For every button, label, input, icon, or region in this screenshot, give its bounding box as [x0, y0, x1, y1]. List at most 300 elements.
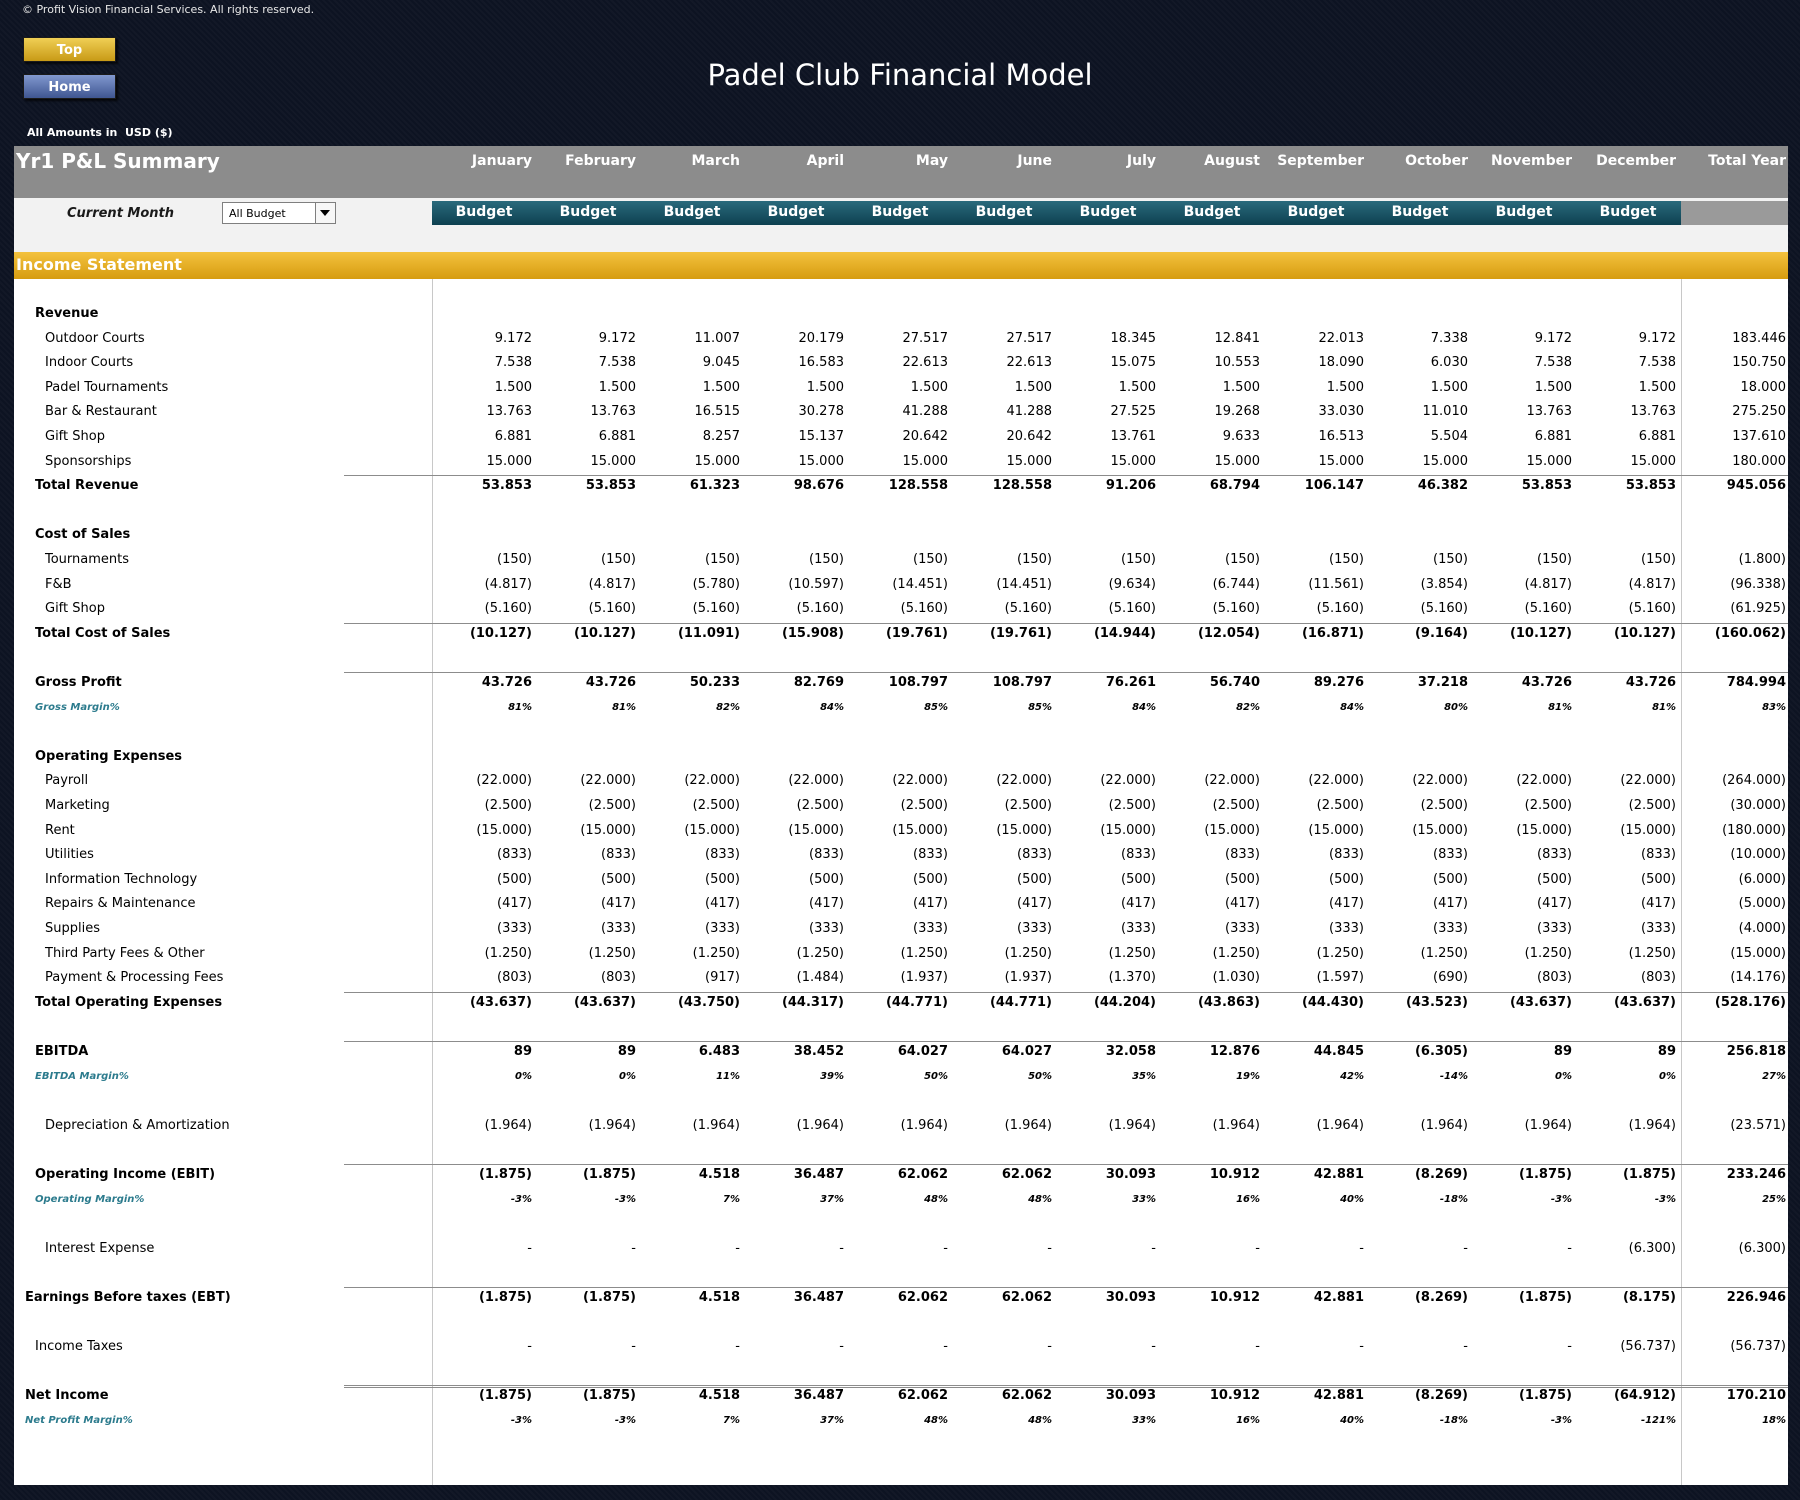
value-cell: (803)	[497, 970, 532, 986]
value-cell: 7.538	[598, 355, 636, 371]
value-cell: 0%	[515, 1070, 532, 1082]
value-cell: 15.075	[1110, 355, 1156, 371]
value-cell: (1.875)	[478, 1290, 532, 1305]
value-cell: (417)	[1433, 896, 1468, 912]
value-cell: 10.912	[1209, 1388, 1260, 1404]
value-cell: 7%	[723, 1193, 740, 1205]
value-cell: (417)	[1641, 896, 1676, 912]
value-cell: 15.000	[486, 453, 532, 469]
value-cell: 13.763	[486, 404, 532, 420]
value-cell: 13.763	[590, 404, 636, 420]
value-cell: (833)	[601, 847, 636, 863]
value-cell: (15.000)	[1412, 822, 1468, 838]
value-cell: (15.000)	[1620, 822, 1676, 838]
month-header: January	[471, 153, 532, 169]
value-cell: (5.160)	[796, 601, 844, 617]
value-cell: (264.000)	[1722, 773, 1786, 789]
value-cell: 128.558	[888, 478, 948, 494]
value-cell: (22.000)	[1100, 773, 1156, 789]
value-cell: 89	[617, 1044, 636, 1059]
value-cell: (2.500)	[796, 798, 844, 813]
value-cell: (333)	[1641, 921, 1676, 936]
value-cell: 15.137	[798, 429, 844, 444]
value-cell: 6.881	[598, 429, 636, 444]
value-cell: (22.000)	[892, 773, 948, 789]
value-cell: (833)	[1537, 847, 1572, 863]
value-cell: (5.160)	[1524, 601, 1572, 617]
value-cell: (6.300)	[1628, 1240, 1676, 1256]
value-cell: 0%	[1555, 1070, 1572, 1082]
row-label: Repairs & Maintenance	[45, 896, 196, 912]
value-cell: 1.500	[1222, 379, 1260, 395]
value-cell: (6.000)	[1738, 871, 1786, 887]
value-cell: 84%	[820, 701, 844, 713]
value-cell: 30.093	[1105, 1290, 1156, 1305]
row-label: Information Technology	[45, 871, 198, 887]
value-cell: (803)	[1641, 970, 1676, 986]
value-cell: 36.487	[793, 1388, 844, 1404]
value-cell: -	[527, 1339, 532, 1355]
value-cell: (150)	[1433, 552, 1468, 567]
value-cell: 62.062	[1001, 1290, 1052, 1305]
row-label: Cost of Sales	[35, 527, 131, 543]
value-cell: 7.538	[494, 355, 532, 371]
value-cell: 85%	[924, 701, 948, 713]
value-cell: -	[1255, 1339, 1260, 1355]
value-cell: (22.000)	[1308, 773, 1364, 789]
section-title: Income Statement	[16, 255, 182, 274]
value-cell: (2.500)	[484, 798, 532, 813]
value-cell: 16.515	[694, 404, 740, 420]
value-cell: (333)	[1225, 921, 1260, 936]
row-label: Net Income	[25, 1388, 109, 1404]
value-cell: 9.172	[598, 330, 636, 346]
value-cell: 41.288	[902, 404, 948, 420]
row-rule	[344, 475, 1788, 476]
value-cell: 62.062	[1001, 1388, 1052, 1404]
value-cell: -	[1255, 1240, 1260, 1256]
value-cell: 27%	[1762, 1070, 1786, 1082]
row-label: Rent	[45, 822, 75, 838]
value-cell: 56.740	[1209, 675, 1260, 690]
value-cell: (11.091)	[677, 625, 740, 641]
value-cell: (150)	[601, 552, 636, 567]
value-cell: 16%	[1236, 1193, 1260, 1205]
value-cell: 945.056	[1726, 478, 1786, 494]
value-cell: 106.147	[1304, 478, 1364, 494]
value-cell: 30.093	[1105, 1167, 1156, 1182]
value-cell: (22.000)	[1412, 773, 1468, 789]
value-cell: (6.305)	[1414, 1044, 1468, 1059]
value-cell: -	[631, 1240, 636, 1256]
value-cell: 33%	[1132, 1415, 1156, 1426]
value-cell: 89.276	[1313, 675, 1364, 690]
value-cell: (1.875)	[582, 1290, 636, 1305]
value-cell: 44.845	[1313, 1044, 1364, 1059]
value-cell: (417)	[1225, 896, 1260, 912]
value-cell: 81%	[508, 701, 532, 713]
row-label: Revenue	[35, 306, 99, 321]
value-cell: (833)	[1433, 847, 1468, 863]
value-cell: 30.278	[798, 404, 844, 420]
value-cell: 5.504	[1430, 429, 1468, 444]
value-cell: (333)	[601, 921, 636, 936]
value-cell: (22.000)	[684, 773, 740, 789]
row-label: F&B	[45, 576, 72, 592]
value-cell: 9.172	[1534, 330, 1572, 346]
value-cell: (500)	[497, 871, 532, 887]
value-cell: (5.160)	[484, 601, 532, 617]
value-cell: 84%	[1132, 701, 1156, 713]
scenario-label: Budget	[975, 204, 1033, 220]
value-cell: 6.483	[698, 1044, 740, 1059]
copyright-notice: © Profit Vision Financial Services. All rights reserved.	[22, 3, 315, 16]
value-cell: -3%	[510, 1193, 532, 1205]
value-cell: 13.763	[1630, 404, 1676, 420]
scenario-label: Budget	[1391, 204, 1449, 220]
value-cell: -	[1359, 1339, 1364, 1355]
value-cell: 15.000	[798, 453, 844, 469]
value-cell: (9.634)	[1108, 576, 1156, 592]
value-cell: 108.797	[992, 675, 1052, 690]
current-month-select[interactable]	[222, 202, 336, 224]
value-cell: 50%	[1028, 1070, 1052, 1082]
value-cell: (833)	[1329, 847, 1364, 863]
row-label: Supplies	[45, 921, 100, 936]
value-cell: (1.964)	[1004, 1117, 1052, 1133]
value-cell: (43.750)	[677, 994, 740, 1010]
value-cell: 62.062	[897, 1167, 948, 1182]
value-cell: (1.250)	[1420, 945, 1468, 961]
value-cell: (1.964)	[1316, 1117, 1364, 1133]
value-cell: (15.000)	[788, 822, 844, 838]
value-cell: 1.500	[598, 379, 636, 395]
value-cell: (1.964)	[1212, 1117, 1260, 1133]
value-cell: -121%	[1640, 1415, 1676, 1426]
value-cell: 85%	[1028, 701, 1052, 713]
row-label: Padel Tournaments	[45, 379, 169, 395]
value-cell: (43.863)	[1197, 994, 1260, 1010]
month-header: April	[806, 153, 844, 169]
value-cell: (1.250)	[1628, 945, 1676, 961]
value-cell: (150)	[1641, 552, 1676, 567]
row-label: Payroll	[45, 773, 89, 789]
value-cell: (150)	[705, 552, 740, 567]
value-cell: (1.964)	[692, 1117, 740, 1133]
value-cell: (917)	[705, 970, 740, 986]
value-cell: -3%	[1550, 1193, 1572, 1205]
current-month-value: All Budget	[229, 207, 286, 220]
value-cell: -	[527, 1240, 532, 1256]
value-cell: 15.000	[1422, 453, 1468, 469]
value-cell: 41.288	[1006, 404, 1052, 420]
value-cell: 61.323	[689, 478, 740, 494]
scenario-label: Budget	[455, 204, 513, 220]
value-cell: 137.610	[1732, 429, 1786, 444]
scenario-label: Budget	[663, 204, 721, 220]
value-cell: 42.881	[1313, 1290, 1364, 1305]
value-cell: (14.944)	[1093, 625, 1156, 641]
top-button[interactable]: Top	[23, 37, 116, 62]
value-cell: -	[943, 1240, 948, 1256]
value-cell: (4.817)	[484, 576, 532, 592]
value-cell: 180.000	[1732, 453, 1786, 469]
value-cell: 76.261	[1105, 675, 1156, 690]
value-cell: (1.937)	[900, 970, 948, 986]
row-label: Indoor Courts	[45, 355, 134, 371]
value-cell: (417)	[705, 896, 740, 912]
value-cell: 36.487	[793, 1167, 844, 1182]
value-cell: 62.062	[1001, 1167, 1052, 1182]
value-cell: (150)	[1121, 552, 1156, 567]
value-cell: (5.160)	[1108, 601, 1156, 617]
value-cell: (10.127)	[1509, 625, 1572, 641]
value-cell: (11.561)	[1308, 576, 1364, 592]
value-cell: 80%	[1444, 701, 1468, 713]
value-cell: (1.875)	[1518, 1388, 1572, 1404]
row-label: Interest Expense	[45, 1240, 155, 1256]
value-cell: 8.257	[702, 429, 740, 444]
value-cell: (180.000)	[1722, 822, 1786, 838]
value-cell: (333)	[1537, 921, 1572, 936]
value-cell: 27.517	[1006, 330, 1052, 346]
value-cell: (43.523)	[1405, 994, 1468, 1010]
value-cell: (15.000)	[1730, 945, 1786, 961]
value-cell: 62.062	[897, 1290, 948, 1305]
value-cell: (30.000)	[1730, 798, 1786, 813]
value-cell: 1.500	[806, 379, 844, 395]
value-cell: (2.500)	[588, 798, 636, 813]
value-cell: 7.538	[1638, 355, 1676, 371]
value-cell: 1.500	[702, 379, 740, 395]
row-label: Operating Margin%	[35, 1193, 145, 1205]
value-cell: (417)	[1017, 896, 1052, 912]
value-cell: 18%	[1762, 1415, 1786, 1426]
value-cell: (333)	[913, 921, 948, 936]
value-cell: 48%	[924, 1193, 948, 1205]
row-rule	[344, 1287, 1788, 1288]
row-rule	[344, 1041, 1788, 1042]
value-cell: (833)	[1121, 847, 1156, 863]
value-cell: 48%	[1028, 1193, 1052, 1205]
value-cell: (417)	[809, 896, 844, 912]
value-cell: (500)	[809, 871, 844, 887]
value-cell: (1.250)	[588, 945, 636, 961]
row-label: EBITDA Margin%	[35, 1070, 129, 1082]
value-cell: (803)	[1537, 970, 1572, 986]
value-cell: 1.500	[1326, 379, 1364, 395]
value-cell: 275.250	[1732, 404, 1786, 420]
row-label: Bar & Restaurant	[45, 404, 157, 420]
value-cell: (500)	[1225, 871, 1260, 887]
value-cell: 39%	[820, 1070, 844, 1082]
value-cell: (333)	[1433, 921, 1468, 936]
value-cell: (2.500)	[1628, 798, 1676, 813]
value-cell: (417)	[1537, 896, 1572, 912]
value-cell: (5.160)	[692, 601, 740, 617]
value-cell: (10.127)	[1613, 625, 1676, 641]
month-header: September	[1277, 153, 1364, 169]
value-cell: (333)	[1017, 921, 1052, 936]
value-cell: (417)	[497, 896, 532, 912]
value-cell: (500)	[913, 871, 948, 887]
value-cell: 22.013	[1318, 330, 1364, 346]
value-cell: (833)	[809, 847, 844, 863]
value-cell: 40%	[1340, 1415, 1364, 1426]
value-cell: 62.062	[897, 1388, 948, 1404]
value-cell: 18.345	[1110, 330, 1156, 346]
value-cell: (1.484)	[796, 970, 844, 986]
value-cell: (96.338)	[1730, 576, 1786, 592]
value-cell: (8.269)	[1414, 1290, 1468, 1305]
value-cell: (528.176)	[1714, 994, 1786, 1010]
value-cell: 37%	[820, 1415, 844, 1426]
value-cell: (5.160)	[1628, 601, 1676, 617]
value-cell: (833)	[705, 847, 740, 863]
value-cell: (1.875)	[582, 1167, 636, 1182]
value-cell: (43.637)	[573, 994, 636, 1010]
value-cell: 128.558	[992, 478, 1052, 494]
value-cell: 6.881	[1638, 429, 1676, 444]
value-cell: 12.876	[1209, 1044, 1260, 1059]
value-cell: (500)	[1329, 871, 1364, 887]
scenario-label: Budget	[1287, 204, 1345, 220]
value-cell: 7.338	[1430, 330, 1468, 346]
value-cell: 89	[1553, 1044, 1572, 1059]
value-cell: 20.642	[902, 429, 948, 444]
value-cell: 82.769	[793, 675, 844, 690]
row-label: Gift Shop	[45, 429, 105, 444]
value-cell: -	[1567, 1339, 1572, 1355]
value-cell: 84%	[1340, 701, 1364, 713]
month-header: July	[1126, 153, 1156, 169]
value-cell: 9.172	[494, 330, 532, 346]
value-cell: 4.518	[698, 1388, 740, 1404]
scenario-label: Budget	[871, 204, 929, 220]
value-cell: (690)	[1433, 970, 1468, 986]
scenario-label: Budget	[1079, 204, 1137, 220]
value-cell: (2.500)	[1212, 798, 1260, 813]
row-label: Payment & Processing Fees	[45, 970, 224, 986]
value-cell: (22.000)	[476, 773, 532, 789]
value-cell: (150)	[1017, 552, 1052, 567]
value-cell: (44.317)	[781, 994, 844, 1010]
value-cell: 82%	[716, 701, 740, 713]
value-cell: 46.382	[1417, 478, 1468, 494]
value-cell: (1.875)	[1518, 1290, 1572, 1305]
row-label: Outdoor Courts	[45, 330, 145, 346]
value-cell: (15.000)	[1516, 822, 1572, 838]
current-month-label: Current Month	[67, 206, 175, 221]
value-cell: 33%	[1132, 1193, 1156, 1205]
amounts-label: All Amounts in	[27, 126, 118, 139]
value-cell: (150)	[1225, 552, 1260, 567]
value-cell: (500)	[1537, 871, 1572, 887]
value-cell: (1.250)	[900, 945, 948, 961]
value-cell: (333)	[497, 921, 532, 936]
value-cell: (1.964)	[484, 1117, 532, 1133]
value-cell: (16.871)	[1301, 625, 1364, 641]
value-cell: (5.160)	[588, 601, 636, 617]
value-cell: (500)	[705, 871, 740, 887]
row-rule	[344, 672, 1788, 673]
value-cell: (12.054)	[1197, 625, 1260, 641]
value-cell: (43.637)	[1613, 994, 1676, 1010]
value-cell: 82%	[1236, 701, 1260, 713]
value-cell: 22.613	[1006, 355, 1052, 371]
value-cell: 16.583	[798, 355, 844, 371]
value-cell: (22.000)	[996, 773, 1052, 789]
value-cell: 43.726	[481, 675, 532, 690]
row-label: Sponsorships	[45, 453, 132, 469]
value-cell: (19.761)	[885, 625, 948, 641]
value-cell: (1.964)	[1628, 1117, 1676, 1133]
value-cell: (333)	[1121, 921, 1156, 936]
home-button[interactable]: Home	[23, 74, 116, 99]
value-cell: (1.250)	[1004, 945, 1052, 961]
value-cell: 1.500	[494, 379, 532, 395]
value-cell: -	[1047, 1339, 1052, 1355]
value-cell: 16%	[1236, 1415, 1260, 1426]
value-cell: 15.000	[1214, 453, 1260, 469]
value-cell: (44.430)	[1301, 994, 1364, 1010]
value-cell: (2.500)	[1004, 798, 1052, 813]
value-cell: 256.818	[1726, 1044, 1786, 1059]
value-cell: (15.000)	[996, 822, 1052, 838]
value-cell: 170.210	[1726, 1388, 1786, 1404]
value-cell: 7%	[723, 1415, 740, 1426]
value-cell: -	[1151, 1339, 1156, 1355]
value-cell: 38.452	[793, 1044, 844, 1059]
row-label: Total Operating Expenses	[35, 994, 223, 1010]
value-cell: 10.912	[1209, 1290, 1260, 1305]
value-cell: (2.500)	[1316, 798, 1364, 813]
value-cell: (1.964)	[1524, 1117, 1572, 1133]
value-cell: 81%	[1548, 701, 1572, 713]
value-cell: (8.269)	[1414, 1388, 1468, 1404]
value-cell: (500)	[1121, 871, 1156, 887]
app-title: Padel Club Financial Model	[707, 58, 1093, 92]
value-cell: 150.750	[1732, 355, 1786, 371]
value-cell: (1.250)	[1524, 945, 1572, 961]
value-cell: (15.000)	[1308, 822, 1364, 838]
value-cell: (6.300)	[1738, 1240, 1786, 1256]
value-cell: -	[943, 1339, 948, 1355]
value-cell: 784.994	[1726, 675, 1786, 690]
value-cell: (61.925)	[1730, 601, 1786, 617]
value-cell: (2.500)	[1108, 798, 1156, 813]
value-cell: 36.487	[793, 1290, 844, 1305]
value-cell: (56.737)	[1730, 1339, 1786, 1355]
value-cell: 91.206	[1105, 478, 1156, 494]
row-label: Gross Profit	[35, 675, 122, 690]
value-cell: 1.500	[1638, 379, 1676, 395]
value-cell: 33.030	[1318, 404, 1364, 420]
dropdown-arrow-icon[interactable]	[315, 203, 335, 223]
value-cell: (43.637)	[469, 994, 532, 1010]
scenario-strip-total	[1681, 201, 1788, 225]
value-cell: (5.780)	[692, 576, 740, 592]
row-label: Depreciation & Amortization	[45, 1117, 230, 1133]
value-cell: (22.000)	[580, 773, 636, 789]
row-label: Utilities	[45, 847, 94, 863]
value-cell: 50.233	[689, 675, 740, 690]
value-cell: -	[1047, 1240, 1052, 1256]
value-cell: (44.204)	[1093, 994, 1156, 1010]
value-cell: (1.250)	[692, 945, 740, 961]
value-cell: (417)	[1121, 896, 1156, 912]
value-cell: -	[1359, 1240, 1364, 1256]
